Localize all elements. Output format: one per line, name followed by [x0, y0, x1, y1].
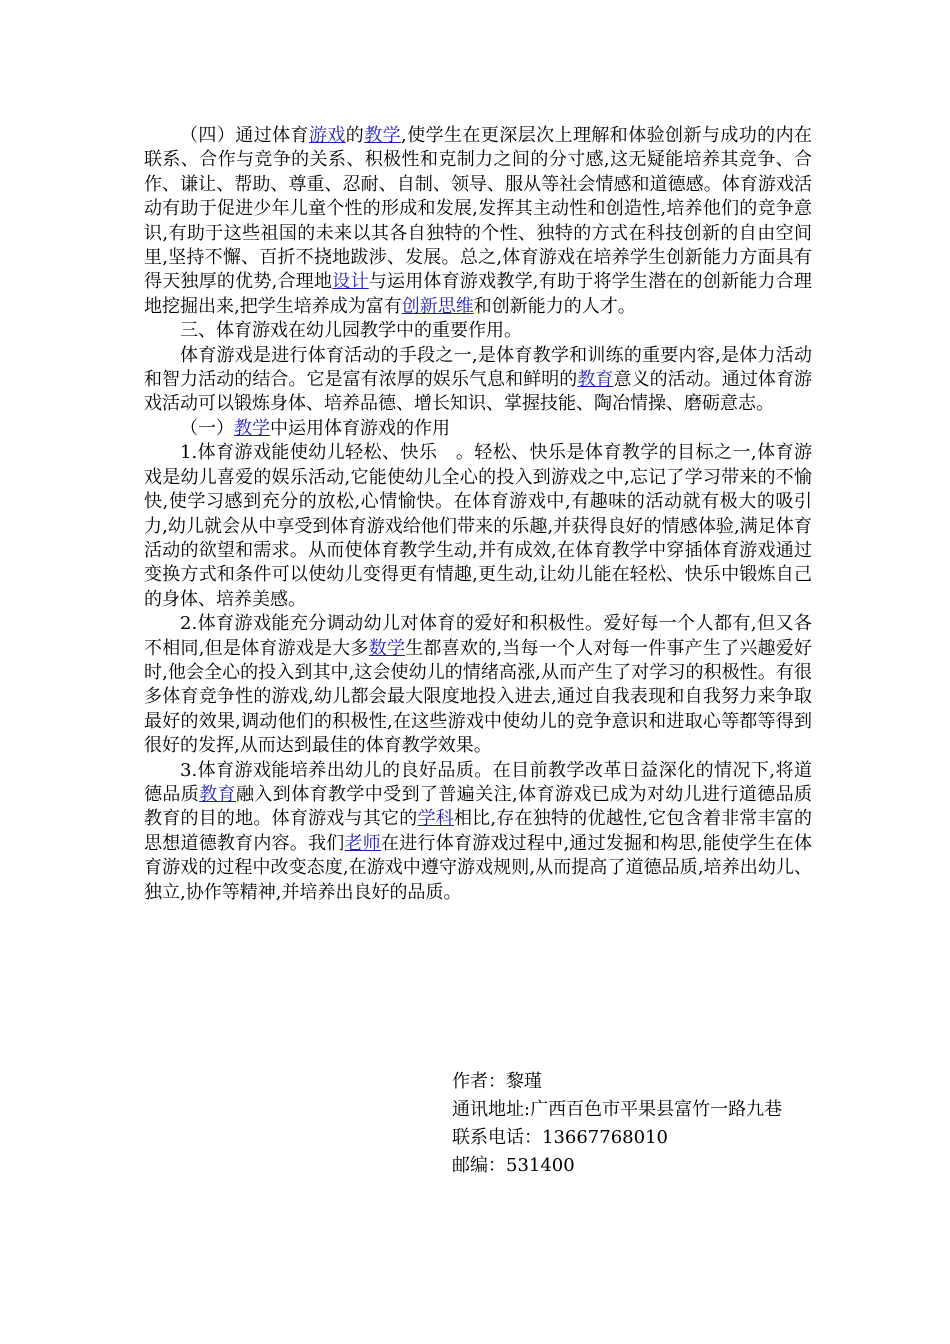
paragraph-text: 的: [345, 125, 365, 146]
author-address: 通讯地址:广西百色市平果县富竹一路九巷: [452, 1099, 783, 1120]
hyperlink[interactable]: 创新思维: [401, 295, 474, 317]
hyperlink[interactable]: 老师: [344, 832, 382, 854]
paragraph: [144, 612, 812, 758]
paragraph-text: 融入到体育教学中受到了普遍关注,体育游戏已成为对幼儿进行道德品质教育的目的地。体育游戏与其它的: [144, 783, 813, 830]
paragraph-text: 意义的活动。通过体育游戏活动可以锻炼身体、培养品德、增长知识、掌握技能、陶冶情操、磨砺意志。: [144, 369, 813, 415]
paragraph-text: 相比,存在独特的优越性,它包含着非常丰富的思想道德教育内容。我们: [144, 808, 812, 854]
paragraph-text: 三、体育游戏在幼儿园教学中的重要作用。: [180, 320, 522, 342]
author-postcode: 邮编：531400: [452, 1155, 575, 1176]
hyperlink[interactable]: 学科: [417, 808, 454, 830]
hyperlink[interactable]: 教育: [577, 369, 614, 391]
article-body: [144, 124, 812, 905]
paragraph-text: 3.体育游戏能培养出幼儿的良好品质。在目前教学改革日益深化的情况下,将道德品质: [144, 759, 812, 805]
paragraph-text: 生都喜欢的,当每一个人对每一件事产生了兴趣爱好时,他会全心的投入到其中,这会使幼儿的情绪高涨,从而产生了对学习的积极性。有很多体育竞争性的游戏,幼儿都会最大限度地投入进去,通过自我表现和自我努力来争取最好的效果,调动他们的积极性,在这些游戏中使幼儿的竞争意识和进取心等都等得到很好的发挥,从而达到最佳的体育教学效果。: [144, 637, 812, 757]
paragraph: [144, 124, 812, 319]
paragraph-text: 1.体育游戏能使幼儿轻松、快乐 。轻松、快乐是体育教学的目标之一,体育游戏是幼儿喜爱的娱乐活动,它能使幼儿全心的投入到游戏之中,忘记了学习带来的不愉快,使学习感到充分的放松,心情愉快。在体育游戏中,有趣味的活动就有极大的吸引力,幼儿就会从中享受到体育游戏给他们带来的乐趣,并获得良好的情感体验,满足体育活动的欲望和需求。从而使体育教学生动,并有成效,在体育教学中穿插体育游戏通过变换方式和条件可以使幼儿变得更有情趣,更生动,让幼儿能在轻松、快乐中锻炼自己的身体、培养美感。: [144, 442, 812, 610]
author-name: 作者：黎瑾: [452, 1071, 542, 1092]
hyperlink[interactable]: 教学: [234, 417, 270, 439]
paragraph: [144, 441, 812, 612]
paragraph: [144, 417, 812, 441]
hyperlink[interactable]: 游戏: [308, 125, 346, 146]
paragraph-text: 和创新能力的人才。: [473, 295, 636, 317]
hyperlink[interactable]: 教育: [199, 783, 236, 805]
paragraph-text: （一）: [180, 417, 234, 439]
paragraph-text: 中运用体育游戏的作用: [270, 417, 450, 439]
hyperlink[interactable]: 数学: [368, 637, 406, 659]
paragraph-text: ,使学生在更深层次上理解和体验创新与成功的内在联系、合作与竞争的关系、积极性和克制力之间的分寸感,这无疑能培养其竞争、合作、谦让、帮助、尊重、忍耐、自制、领导、服从等社会情感和道德感。体育游戏活动有助于促进少年儿童个性的形成和发展,发挥其主动性和创造性,培养他们的竞争意识,有助于这些祖国的未来以其各自独特的个性、独特的方式在科技创新的自由空间里,坚持不懈、百折不挠地跋涉、发展。总之,体育游戏在培养学生创新能力方面具有得天独厚的优势,合理地: [144, 125, 812, 293]
paragraph-text: 在进行体育游戏过程中,通过发掘和构思,能使学生在体育游戏的过程中改变态度,在游戏中遵守游戏规则,从而提高了道德品质,培养出幼儿、独立,协作等精神,并培养出良好的品质。: [144, 832, 813, 903]
hyperlink[interactable]: 设计: [332, 271, 369, 293]
author-phone: 联系电话：13667768010: [452, 1127, 668, 1148]
paragraph: [144, 759, 812, 905]
author-info: [452, 1068, 832, 1180]
paragraph: [144, 319, 812, 343]
hyperlink[interactable]: 教学: [364, 125, 402, 146]
paragraph: [144, 344, 812, 417]
paragraph-text: 与运用体育游戏教学,有助于将学生潜在的创新能力合理地挖掘出来,把学生培养成为富有: [144, 271, 812, 317]
paragraph-text: （四）通过体育: [180, 125, 309, 146]
paragraph-text: 2.体育游戏能充分调动幼儿对体育的爱好和积极性。爱好每一个人都有,但又各不相同,但是体育游戏是大多: [144, 613, 812, 659]
paragraph-text: 体育游戏是进行体育活动的手段之一,是体育教学和训练的重要内容,是体力活动和智力活动的结合。它是富有浓厚的娱乐气息和鲜明的: [144, 344, 812, 391]
